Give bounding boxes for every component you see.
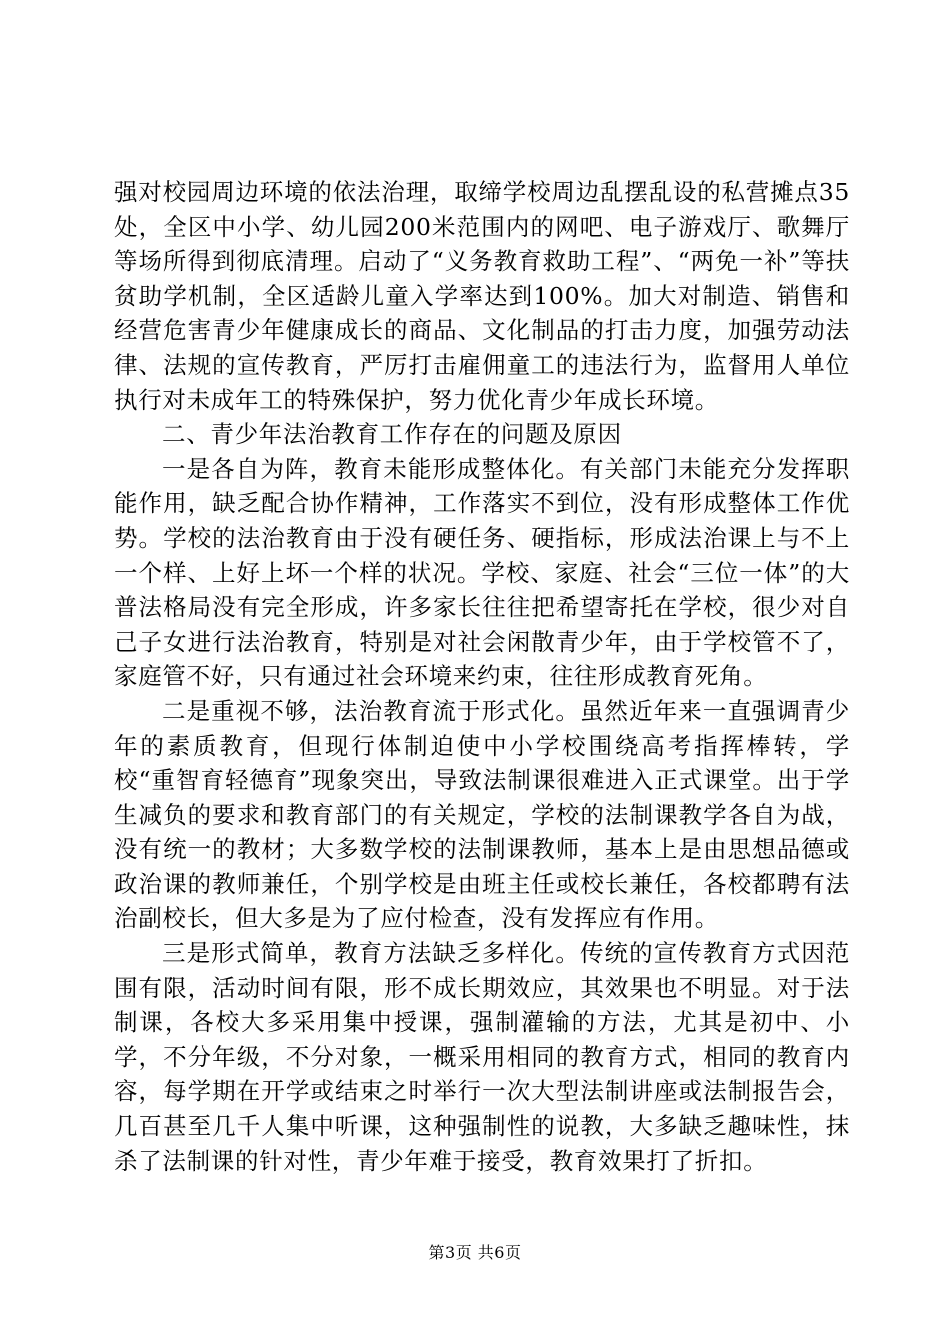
paragraph-problem-two: 二是重视不够，法治教育流于形式化。虽然近年来一直强调青少年的素质教育，但现行体制迫使中小学校围绕高考指挥棒转，学校“重智育轻德育”现象突出，导致法制课很难进入正式课堂。出于学生减负的要求和教育部门的有关规定，学校的法制课教学各自为战，没有统一的教材；大多数学校的法制课教师，基本上是由思想品德或政治课的教师兼任，个别学校是由班主任或校长兼任，各校都聘有法治副校长，但大多是为了应付检查，没有发挥应有作用。 (114, 696, 850, 933)
paragraph-environment-governance: 强对校园周边环境的依法治理，取缔学校周边乱摆乱设的私营摊点35处，全区中小学、幼儿园200米范围内的网吧、电子游戏厅、歌舞厅等场所得到彻底清理。启动了“义务教育救助工程”、“两免一补”等扶贫助学机制，全区适龄儿童入学率达到100%。加大对制造、销售和经营危害青少年健康成长的商品、文化制品的打击力度，加强劳动法律、法规的宣传教育，严厉打击雇佣童工的违法行为，监督用人单位执行对未成年工的特殊保护，努力优化青少年成长环境。 (114, 178, 850, 414)
section-heading-problems: 二、青少年法治教育工作存在的问题及原因 (162, 420, 622, 449)
paragraph-problem-three: 三是形式简单，教育方法缺乏多样化。传统的宣传教育方式因范围有限，活动时间有限，形不成长期效应，其效果也不明显。对于法制课，各校大多采用集中授课，强制灌输的方法，尤其是初中、小学，不分年级，不分对象，一概采用相同的教育方式，相同的教育内容，每学期在开学或结束之时举行一次大型法制讲座或法制报告会，几百甚至几千人集中听课，这种强制性的说教，大多缺乏趣味性，抹杀了法制课的针对性，青少年难于接受，教育效果打了折扣。 (114, 939, 850, 1175)
page-number-footer: 第3页 共6页 (428, 1243, 522, 1262)
paragraph-problem-one: 一是各自为阵，教育未能形成整体化。有关部门未能充分发挥职能作用，缺乏配合协作精神，工作落实不到位，没有形成整体工作优势。学校的法治教育由于没有硬任务、硬指标，形成法治课上与不上一个样、上好上坏一个样的状况。学校、家庭、社会“三位一体”的大普法格局没有完全形成，许多家长往往把希望寄托在学校，很少对自己子女进行法治教育，特别是对社会闲散青少年，由于学校管不了，家庭管不好，只有通过社会环境来约束，往往形成教育死角。 (114, 454, 850, 691)
document-body (114, 175, 850, 1178)
